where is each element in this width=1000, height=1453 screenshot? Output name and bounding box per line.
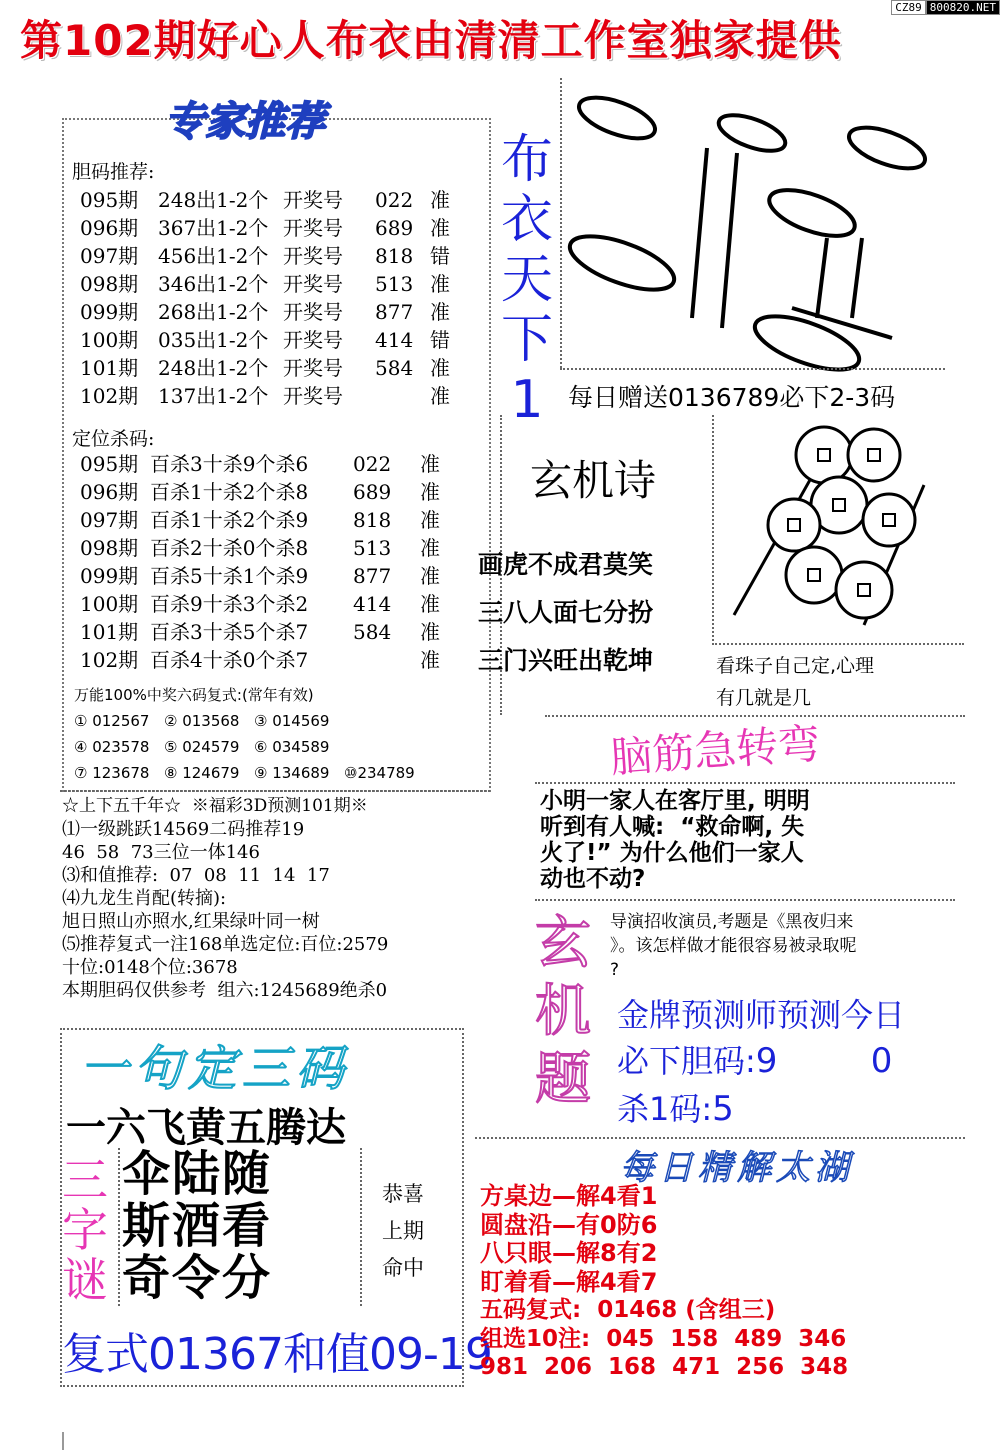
dan-label: 开奖号 bbox=[283, 384, 343, 408]
taihu-line: 八只眼—解8有2 bbox=[480, 1239, 658, 1267]
word-line: 奇令分 bbox=[122, 1250, 273, 1306]
taihu-line: 五码复式: 01468 (含组三) bbox=[480, 1297, 776, 1323]
dan-period: 100期 bbox=[80, 328, 139, 352]
dan-result: 818 bbox=[375, 244, 414, 268]
history-block bbox=[62, 795, 388, 1002]
wanneng-item: ⑧ 124679 bbox=[164, 764, 240, 782]
one-sentence-phrase: 一六飞黄五腾达 bbox=[66, 1105, 346, 1151]
brain-lines bbox=[540, 788, 810, 892]
riddle-vertical bbox=[535, 910, 591, 1114]
dan-verdict: 错 bbox=[430, 328, 450, 352]
one-sentence-footer: 复式01367和值09-19 bbox=[62, 1329, 492, 1380]
word-line: 斯酒看 bbox=[122, 1198, 273, 1254]
expert-heading: 专家推荐 bbox=[165, 99, 325, 145]
history-line: 46 58 73三位一体146 bbox=[62, 842, 260, 863]
taihu-lines bbox=[480, 1182, 848, 1382]
beads-graphic bbox=[714, 415, 954, 640]
kill-period: 102期 bbox=[80, 648, 139, 672]
kill-verdict: 准 bbox=[420, 620, 440, 644]
dan-pick: 248出1-2个 bbox=[158, 356, 269, 380]
must-label: 必下胆码: bbox=[617, 1042, 756, 1080]
dan-label: 开奖号 bbox=[283, 356, 343, 380]
wanneng-item: ② 013568 bbox=[164, 712, 240, 730]
dan-label: 开奖号 bbox=[283, 272, 343, 296]
kill-label: 定位杀码: bbox=[72, 428, 155, 450]
dan-label: 开奖号 bbox=[283, 216, 343, 240]
riddle-title-char: 题 bbox=[535, 1047, 591, 1112]
congrats-line: 命中 bbox=[382, 1256, 424, 1280]
wanneng-title: 万能100%中奖六码复式:(常年有效) bbox=[74, 686, 314, 704]
taihu-line: 圆盘沿—有0防6 bbox=[480, 1210, 658, 1239]
kill-period: 096期 bbox=[80, 480, 139, 504]
kill-period: 097期 bbox=[80, 508, 139, 532]
kill-result: 414 bbox=[353, 592, 392, 616]
history-line: ⑶和值推荐: 07 08 11 14 17 bbox=[62, 865, 330, 886]
brain-title: 脑筋急转弯 bbox=[608, 718, 822, 783]
poem-line: 画虎不成君莫笑 bbox=[478, 550, 654, 579]
site-tag-b: 800820.NET bbox=[926, 0, 1000, 15]
riddle-line: 导演招收演员,考题是《黑夜归来 bbox=[610, 912, 854, 932]
kill-result: 022 bbox=[353, 452, 392, 476]
dan-pick: 367出1-2个 bbox=[158, 216, 269, 240]
dan-pick: 456出1-2个 bbox=[158, 244, 269, 268]
kill-verdict: 准 bbox=[420, 648, 440, 672]
kill-verdict: 准 bbox=[420, 508, 440, 532]
kill-period: 099期 bbox=[80, 564, 139, 588]
buyi-image bbox=[560, 63, 942, 368]
dan-label: 开奖号 bbox=[283, 328, 343, 352]
history-line: ⑴一级跳跃14569二码推荐19 bbox=[62, 819, 305, 840]
congrats bbox=[382, 1176, 424, 1287]
must-a: 9 bbox=[755, 1041, 778, 1081]
taihu-line: 方桌边—解4看1 bbox=[480, 1182, 658, 1210]
poem-lines bbox=[478, 545, 653, 689]
dan-verdict: 准 bbox=[430, 272, 450, 296]
history-line: 旭日照山亦照水,红果绿叶同一树 bbox=[62, 911, 320, 932]
gold-title: 金牌预测师预测今日 bbox=[617, 996, 906, 1034]
wanneng-item: ④ 023578 bbox=[74, 738, 150, 756]
dan-period: 099期 bbox=[80, 300, 139, 324]
wanneng-item: ⑩234789 bbox=[344, 764, 415, 782]
margin-mark bbox=[62, 1432, 64, 1450]
history-line: 本期胆码仅供参考 组六:1245689绝杀0 bbox=[62, 980, 388, 1001]
wanneng-item: ⑦ 123678 bbox=[74, 764, 150, 782]
kill-period: 095期 bbox=[80, 452, 139, 476]
history-line: ⑷九龙生肖配(转摘): bbox=[62, 888, 227, 909]
poem-line: 三门兴旺出乾坤 bbox=[478, 646, 654, 675]
kill-verdict: 准 bbox=[420, 564, 440, 588]
coin-36-graphic bbox=[562, 63, 942, 368]
taihu-line: 组选10注: 045 158 489 346 bbox=[480, 1325, 847, 1352]
history-line: ☆上下五千年☆ ※福彩3D预测101期※ bbox=[62, 796, 368, 816]
kill-one-value: 5 bbox=[712, 1089, 734, 1129]
buyi-char: 1 bbox=[510, 370, 544, 430]
dan-label: 开奖号 bbox=[283, 244, 343, 268]
kill-period: 100期 bbox=[80, 592, 139, 616]
kill-verdict: 准 bbox=[420, 536, 440, 560]
one-sentence-heading: 一句定三码 bbox=[80, 1041, 351, 1097]
dan-result: 414 bbox=[375, 328, 414, 352]
site-badge[interactable] bbox=[891, 0, 1000, 15]
kill-verdict: 准 bbox=[420, 592, 440, 616]
kill-one-label: 杀1码: bbox=[617, 1090, 713, 1128]
brain-line: 火了!” 为什么他们一家人 bbox=[540, 840, 804, 866]
riddle-title-char: 机 bbox=[535, 979, 591, 1044]
must-row bbox=[617, 1036, 892, 1082]
dan-period: 102期 bbox=[80, 384, 139, 408]
dan-result: 877 bbox=[375, 300, 414, 324]
congrats-line: 恭喜 bbox=[382, 1182, 424, 1206]
brain-line: 小明一家人在客厅里, 明明 bbox=[540, 788, 810, 814]
kill-result: 513 bbox=[353, 536, 392, 560]
buyi-char: 布 bbox=[500, 130, 553, 190]
buyi-char: 衣 bbox=[500, 190, 553, 250]
words-list bbox=[122, 1148, 272, 1304]
three-char-title: 谜 bbox=[62, 1253, 108, 1307]
three-char-vertical bbox=[62, 1155, 108, 1305]
riddle-lines bbox=[610, 910, 857, 982]
dan-verdict: 错 bbox=[430, 244, 450, 268]
kill-pick: 百杀4十杀0个杀7 bbox=[150, 648, 309, 672]
kill-pick: 百杀2十杀0个杀8 bbox=[150, 536, 309, 560]
brain-line: 听到有人喊: “救命啊, 失 bbox=[540, 814, 805, 840]
dan-result: 584 bbox=[375, 356, 414, 380]
dan-verdict: 准 bbox=[430, 384, 450, 408]
brain-line: 动也不动? bbox=[540, 866, 646, 892]
kill-result: 584 bbox=[353, 620, 392, 644]
taihu-line: 981 206 168 471 256 348 bbox=[480, 1354, 849, 1380]
riddle-line: 》。该怎样做才能很容易被录取呢 bbox=[610, 936, 857, 956]
kill-result: 689 bbox=[353, 480, 392, 504]
kill-pick: 百杀3十杀9个杀6 bbox=[150, 452, 309, 476]
taihu-line: 盯着看—解4看7 bbox=[480, 1267, 658, 1296]
wanneng-item: ⑤ 024579 bbox=[164, 738, 240, 756]
buyi-char: 下 bbox=[500, 310, 553, 370]
dan-period: 097期 bbox=[80, 244, 139, 268]
history-line: ⑸推荐复式一注168单选定位:百位:2579 bbox=[62, 934, 389, 955]
poem-title: 玄机诗 bbox=[530, 456, 657, 505]
site-tag-a: CZ89 bbox=[891, 0, 926, 15]
dan-period: 098期 bbox=[80, 272, 139, 296]
dan-result: 689 bbox=[375, 216, 414, 240]
three-char-title: 字 bbox=[62, 1203, 108, 1257]
wanneng-item: ③ 014569 bbox=[254, 712, 330, 730]
three-char-title: 三 bbox=[62, 1153, 108, 1207]
kill-row bbox=[617, 1084, 734, 1130]
wanneng-item: ① 012567 bbox=[74, 712, 150, 730]
dan-label: 胆码推荐: bbox=[72, 161, 155, 183]
buyi-char: 天 bbox=[500, 250, 553, 310]
dan-pick: 137出1-2个 bbox=[158, 384, 269, 408]
history-line: 十位:0148个位:3678 bbox=[62, 957, 238, 978]
taihu-heading: 每日精解太湖 bbox=[620, 1148, 854, 1188]
dan-pick: 248出1-2个 bbox=[158, 188, 269, 212]
wanneng-item: ⑥ 034589 bbox=[254, 738, 330, 756]
page-title: 第102期好心人布衣由清清工作室独家提供 bbox=[20, 16, 842, 65]
dan-pick: 035出1-2个 bbox=[158, 328, 269, 352]
must-b: 0 bbox=[870, 1041, 893, 1081]
kill-period: 098期 bbox=[80, 536, 139, 560]
kill-verdict: 准 bbox=[420, 452, 440, 476]
dan-label: 开奖号 bbox=[283, 188, 343, 212]
kill-pick: 百杀5十杀1个杀9 bbox=[150, 564, 309, 588]
dan-period: 101期 bbox=[80, 356, 139, 380]
dan-label: 开奖号 bbox=[283, 300, 343, 324]
kill-pick: 百杀1十杀2个杀9 bbox=[150, 508, 309, 532]
kill-pick: 百杀3十杀5个杀7 bbox=[150, 620, 309, 644]
dan-verdict: 准 bbox=[430, 216, 450, 240]
dan-result: 022 bbox=[375, 188, 414, 212]
kill-period: 101期 bbox=[80, 620, 139, 644]
kill-verdict: 准 bbox=[420, 480, 440, 504]
dan-verdict: 准 bbox=[430, 300, 450, 324]
word-line: 伞陆随 bbox=[122, 1146, 273, 1202]
kill-result: 877 bbox=[353, 564, 392, 588]
riddle-line: ? bbox=[610, 960, 620, 980]
kill-pick: 百杀1十杀2个杀8 bbox=[150, 480, 309, 504]
bead-note-line: 有几就是几 bbox=[716, 687, 812, 709]
dan-pick: 268出1-2个 bbox=[158, 300, 269, 324]
riddle-title-char: 玄 bbox=[535, 911, 591, 976]
daily-gift: 每日赠送0136789必下2-3码 bbox=[568, 383, 896, 412]
dan-pick: 346出1-2个 bbox=[158, 272, 269, 296]
bead-note-line: 看珠子自己定,心理 bbox=[716, 655, 875, 677]
poem-line: 三八人面七分扮 bbox=[478, 598, 654, 627]
dan-period: 095期 bbox=[80, 188, 139, 212]
dan-verdict: 准 bbox=[430, 356, 450, 380]
kill-result: 818 bbox=[353, 508, 392, 532]
dan-period: 096期 bbox=[80, 216, 139, 240]
wanneng-item: ⑨ 134689 bbox=[254, 764, 330, 782]
buyi-vertical bbox=[497, 130, 557, 430]
bead-note bbox=[716, 650, 874, 714]
kill-pick: 百杀9十杀3个杀2 bbox=[150, 592, 309, 616]
beads-image bbox=[712, 415, 964, 645]
dan-verdict: 准 bbox=[430, 188, 450, 212]
dan-result: 513 bbox=[375, 272, 414, 296]
image-number: 36 bbox=[562, 63, 583, 82]
congrats-line: 上期 bbox=[382, 1219, 424, 1243]
